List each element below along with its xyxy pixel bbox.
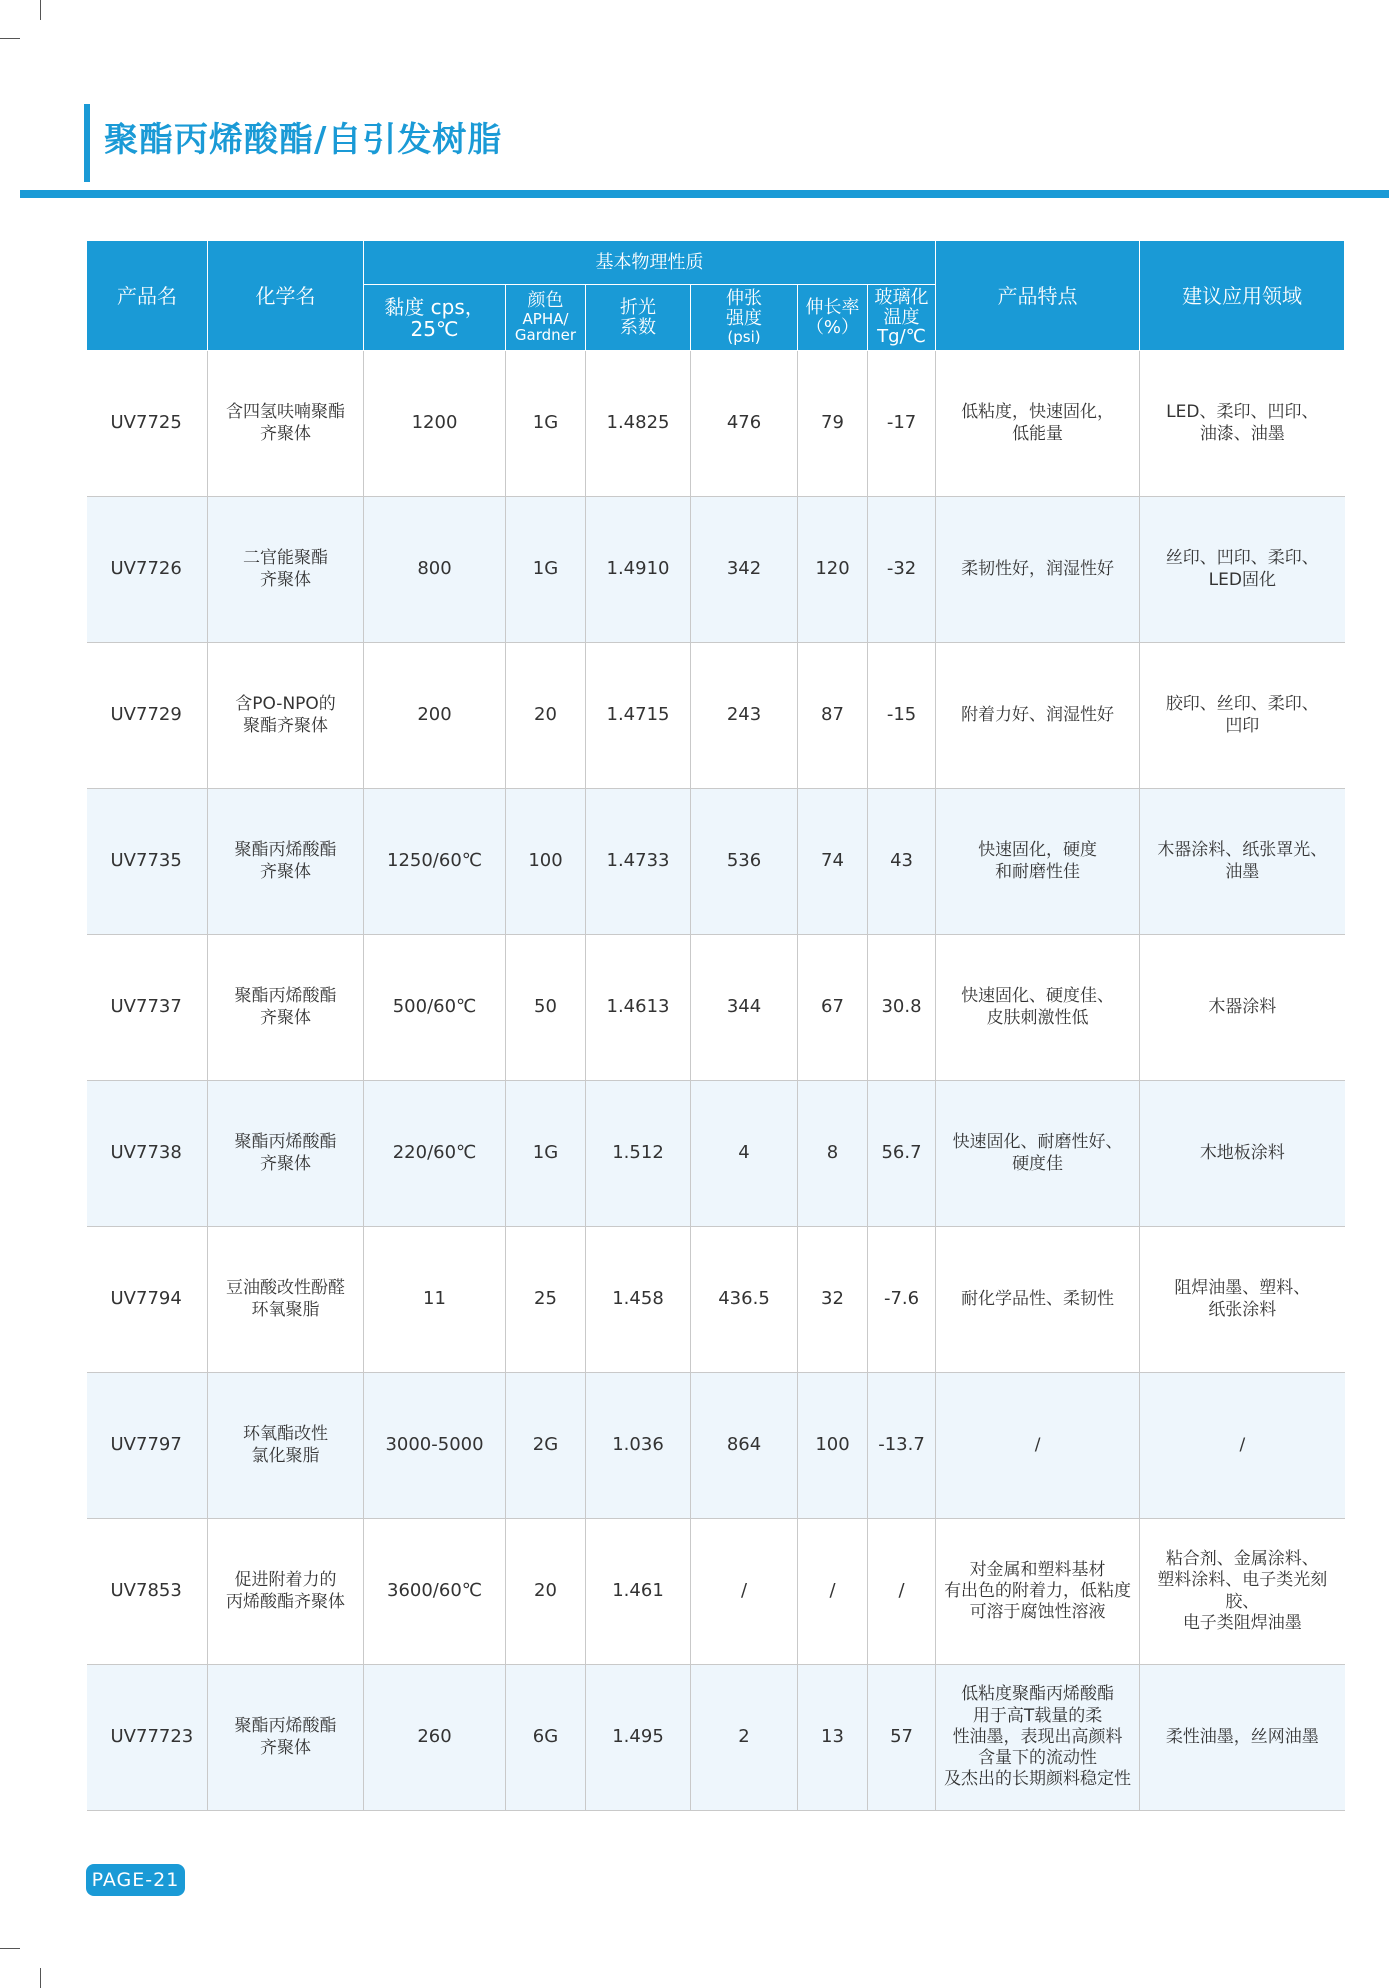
crop-mark-left-top (0, 38, 20, 39)
cell-refractive-index: 1.4613 (586, 935, 691, 1081)
cell-applications: 阻焊油墨、塑料、 纸张涂料 (1140, 1227, 1345, 1373)
cell-chemical-name: 二官能聚酯 齐聚体 (208, 497, 364, 643)
cell-features: 耐化学品性、柔韧性 (936, 1227, 1140, 1373)
cell-chemical-name: 含四氢呋喃聚酯 齐聚体 (208, 351, 364, 497)
cell-elongation: 100 (798, 1373, 868, 1519)
cell-tensile-strength: / (691, 1519, 798, 1665)
cell-tg: -13.7 (868, 1373, 936, 1519)
cell-tensile-strength: 536 (691, 789, 798, 935)
header-elongation-label: 伸长率 (805, 296, 860, 318)
table-row (87, 1227, 1345, 1373)
table-row (87, 1519, 1345, 1665)
header-color-label: 颜色 (527, 290, 564, 312)
header-tensile-unit: (psi) (727, 328, 761, 347)
cell-tg: 30.8 (868, 935, 936, 1081)
cell-elongation: 13 (798, 1665, 868, 1811)
cell-chemical-name: 聚酯丙烯酸酯 齐聚体 (208, 935, 364, 1081)
cell-refractive-index: 1.512 (586, 1081, 691, 1227)
cell-viscosity: 260 (364, 1665, 506, 1811)
header-viscosity (364, 285, 506, 351)
cell-tensile-strength: 344 (691, 935, 798, 1081)
cell-model: UV7729 (87, 643, 208, 789)
cell-viscosity: 1250/60℃ (364, 789, 506, 935)
cell-color: 1G (506, 351, 586, 497)
cell-tensile-strength: 2 (691, 1665, 798, 1811)
cell-features: 低粘度聚酯丙烯酸酯 用于高T载量的柔 性油墨，表现出高颜料 含量下的流动性 及杰出的长期颜料稳定性 (936, 1665, 1140, 1811)
header-tg-label-2: 温度 (883, 306, 920, 328)
cell-model: UV7725 (87, 351, 208, 497)
cell-tg: -32 (868, 497, 936, 643)
cell-refractive-index: 1.4715 (586, 643, 691, 789)
header-color-unit-2: Gardner (514, 326, 577, 345)
cell-elongation: 74 (798, 789, 868, 935)
cell-tg: 43 (868, 789, 936, 935)
cell-chemical-name: 豆油酸改性酚醛 环氧聚脂 (208, 1227, 364, 1373)
cell-tensile-strength: 436.5 (691, 1227, 798, 1373)
title-accent-bar (84, 104, 90, 182)
header-physical-properties: 基本物理性质 (364, 241, 936, 285)
cell-features: 快速固化，硬度 和耐磨性佳 (936, 789, 1140, 935)
table-row (87, 1373, 1345, 1519)
cell-tg: -7.6 (868, 1227, 936, 1373)
cell-elongation: 87 (798, 643, 868, 789)
table-row (87, 1081, 1345, 1227)
cell-applications: LED、柔印、凹印、 油漆、油墨 (1140, 351, 1345, 497)
cell-chemical-name: 聚酯丙烯酸酯 齐聚体 (208, 1081, 364, 1227)
header-refractive-label-1: 折光 (620, 296, 656, 318)
cell-elongation: 8 (798, 1081, 868, 1227)
cell-model: UV77723 (87, 1665, 208, 1811)
cell-tensile-strength: 476 (691, 351, 798, 497)
cell-features: 柔韧性好，润湿性好 (936, 497, 1140, 643)
cell-color: 25 (506, 1227, 586, 1373)
cell-tg: 56.7 (868, 1081, 936, 1227)
cell-model: UV7735 (87, 789, 208, 935)
cell-refractive-index: 1.036 (586, 1373, 691, 1519)
header-tensile-label-1: 伸张 (726, 288, 762, 310)
cell-features: 低粘度，快速固化， 低能量 (936, 351, 1140, 497)
cell-color: 20 (506, 1519, 586, 1665)
cell-tg: -15 (868, 643, 936, 789)
header-color (506, 285, 586, 351)
cell-model: UV7726 (87, 497, 208, 643)
crop-mark-bottom (40, 1968, 41, 1988)
cell-refractive-index: 1.4910 (586, 497, 691, 643)
header-viscosity-label: 黏度 cps， (384, 294, 485, 319)
cell-applications: 粘合剂、金属涂料、 塑料涂料、电子类光刻胶、 电子类阻焊油墨 (1140, 1519, 1345, 1665)
cell-viscosity: 220/60℃ (364, 1081, 506, 1227)
cell-color: 50 (506, 935, 586, 1081)
header-refractive-label-2: 系数 (620, 316, 656, 338)
cell-elongation: 79 (798, 351, 868, 497)
cell-refractive-index: 1.495 (586, 1665, 691, 1811)
cell-viscosity: 500/60℃ (364, 935, 506, 1081)
header-elongation-unit: （%） (805, 316, 860, 338)
page-number-badge: PAGE-21 (86, 1864, 185, 1896)
cell-tensile-strength: 4 (691, 1081, 798, 1227)
cell-tensile-strength: 243 (691, 643, 798, 789)
cell-tg: / (868, 1519, 936, 1665)
cell-elongation: 67 (798, 935, 868, 1081)
cell-color: 1G (506, 497, 586, 643)
header-chemical-name: 化学名 (208, 241, 364, 351)
cell-chemical-name: 聚酯丙烯酸酯 齐聚体 (208, 1665, 364, 1811)
cell-applications: 胶印、丝印、柔印、 凹印 (1140, 643, 1345, 789)
cell-refractive-index: 1.4825 (586, 351, 691, 497)
cell-model: UV7737 (87, 935, 208, 1081)
cell-tg: -17 (868, 351, 936, 497)
cell-tg: 57 (868, 1665, 936, 1811)
cell-viscosity: 800 (364, 497, 506, 643)
header-color-unit-1: APHA/ (522, 309, 569, 328)
header-glass-transition (868, 285, 936, 351)
crop-mark-top (40, 0, 41, 20)
cell-model: UV7797 (87, 1373, 208, 1519)
header-features: 产品特点 (936, 241, 1140, 351)
cell-viscosity: 3600/60℃ (364, 1519, 506, 1665)
cell-model: UV7738 (87, 1081, 208, 1227)
table-row (87, 789, 1345, 935)
cell-elongation: / (798, 1519, 868, 1665)
cell-chemical-name: 含PO-NPO的 聚酯齐聚体 (208, 643, 364, 789)
page-title: 聚酯丙烯酸酯/自引发树脂 (104, 120, 503, 160)
table-row (87, 1665, 1345, 1811)
cell-features: 对金属和塑料基材 有出色的附着力，低粘度 可溶于腐蚀性溶液 (936, 1519, 1140, 1665)
cell-refractive-index: 1.461 (586, 1519, 691, 1665)
cell-chemical-name: 环氧酯改性 氯化聚脂 (208, 1373, 364, 1519)
cell-features: 附着力好、润湿性好 (936, 643, 1140, 789)
cell-color: 2G (506, 1373, 586, 1519)
cell-chemical-name: 促进附着力的 丙烯酸酯齐聚体 (208, 1519, 364, 1665)
table-row (87, 351, 1345, 497)
cell-chemical-name: 聚酯丙烯酸酯 齐聚体 (208, 789, 364, 935)
cell-applications: 木器涂料、纸张罩光、 油墨 (1140, 789, 1345, 935)
header-tensile-label-2: 强度 (726, 308, 762, 330)
cell-viscosity: 3000-5000 (364, 1373, 506, 1519)
cell-features: / (936, 1373, 1140, 1519)
cell-viscosity: 200 (364, 643, 506, 789)
cell-elongation: 120 (798, 497, 868, 643)
cell-color: 20 (506, 643, 586, 789)
header-refractive-index (586, 285, 691, 351)
cell-tensile-strength: 864 (691, 1373, 798, 1519)
cell-features: 快速固化、耐磨性好、 硬度佳 (936, 1081, 1140, 1227)
table-row (87, 497, 1345, 643)
cell-viscosity: 11 (364, 1227, 506, 1373)
table-row (87, 935, 1345, 1081)
cell-color: 100 (506, 789, 586, 935)
product-spec-table (86, 240, 1345, 1811)
header-tg-unit: Tg/℃ (877, 326, 926, 348)
cell-refractive-index: 1.4733 (586, 789, 691, 935)
crop-mark-left-bottom (0, 1948, 20, 1949)
cell-model: UV7853 (87, 1519, 208, 1665)
cell-applications: 柔性油墨，丝网油墨 (1140, 1665, 1345, 1811)
table-row (87, 643, 1345, 789)
cell-applications: 木器涂料 (1140, 935, 1345, 1081)
cell-tensile-strength: 342 (691, 497, 798, 643)
header-elongation (798, 285, 868, 351)
header-product-name: 产品名 (87, 241, 208, 351)
cell-applications: 丝印、凹印、柔印、 LED固化 (1140, 497, 1345, 643)
header-viscosity-unit: 25℃ (410, 316, 459, 341)
header-tg-label-1: 玻璃化 (874, 286, 929, 308)
cell-model: UV7794 (87, 1227, 208, 1373)
cell-applications: / (1140, 1373, 1345, 1519)
cell-refractive-index: 1.458 (586, 1227, 691, 1373)
cell-elongation: 32 (798, 1227, 868, 1373)
header-tensile-strength (691, 285, 798, 351)
cell-viscosity: 1200 (364, 351, 506, 497)
cell-color: 6G (506, 1665, 586, 1811)
header-applications: 建议应用领域 (1140, 241, 1345, 351)
title-rule (20, 190, 1389, 198)
cell-applications: 木地板涂料 (1140, 1081, 1345, 1227)
cell-color: 1G (506, 1081, 586, 1227)
cell-features: 快速固化、硬度佳、 皮肤刺激性低 (936, 935, 1140, 1081)
